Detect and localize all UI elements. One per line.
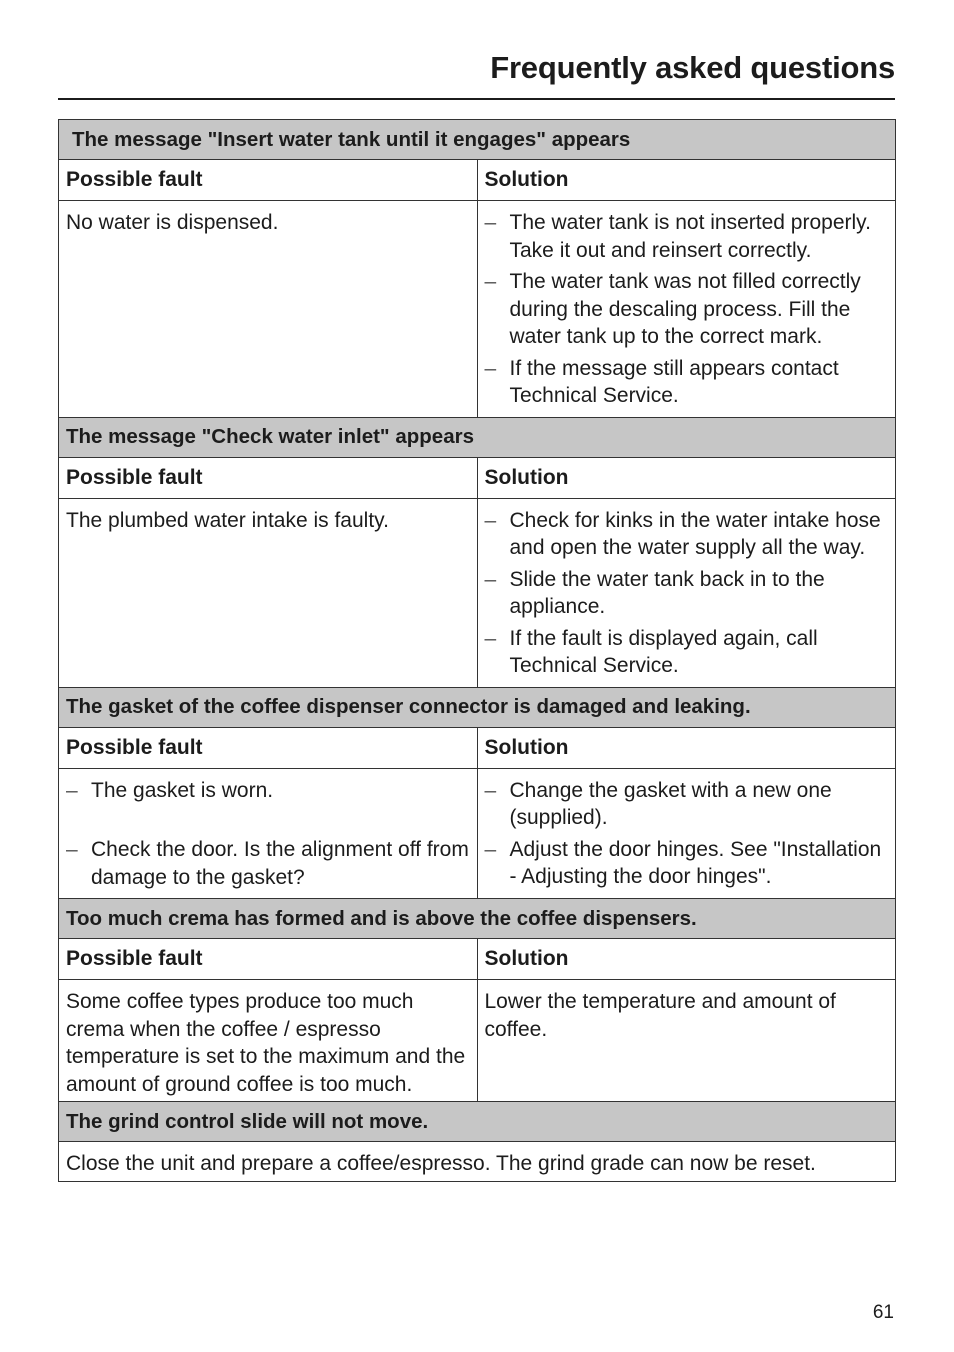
fault-list [66, 777, 470, 892]
list-item: – The gasket is worn. [66, 777, 470, 805]
faq-table [58, 119, 896, 1182]
section-heading: The message "Check water inlet" appears [59, 417, 896, 457]
fault-cell: Some coffee types produce too much crema when the coffee / espresso temperature is set to the maximum and the amount of ground coffee is too much. [59, 980, 478, 1102]
possible-fault-header: Possible fault [59, 727, 478, 768]
solution-header: Solution [477, 939, 896, 980]
section-heading: Too much crema has formed and is above the coffee dispensers. [59, 899, 896, 939]
solution-cell [477, 768, 896, 899]
solution-list [485, 209, 889, 410]
list-item: – The water tank is not inserted properly. Take it out and reinsert correctly. [485, 209, 889, 264]
solution-header: Solution [477, 160, 896, 201]
section-heading-row [59, 687, 896, 727]
solution-list [485, 507, 889, 680]
possible-fault-header: Possible fault [59, 939, 478, 980]
page-number: 61 [872, 1302, 894, 1323]
list-item: – Check the door. Is the alignment off from damage to the gasket? [66, 836, 470, 891]
list-item: – Adjust the door hinges. See "Installation - Adjusting the door hinges". [485, 836, 889, 891]
table-row [59, 201, 896, 418]
list-item: – The water tank was not filled correctly during the descaling process. Fill the water tank up to the correct mark. [485, 268, 889, 351]
page-title: Frequently asked questions [490, 50, 895, 85]
solution-cell [477, 201, 896, 418]
list-item: – If the message still appears contact Technical Service. [485, 355, 889, 410]
table-row [59, 980, 896, 1102]
section-heading: The gasket of the coffee dispenser connector is damaged and leaking. [59, 687, 896, 727]
section-heading-row [59, 899, 896, 939]
section-heading: The grind control slide will not move. [59, 1102, 896, 1142]
solution-cell: Lower the temperature and amount of coffee. [477, 980, 896, 1102]
solution-header: Solution [477, 457, 896, 498]
possible-fault-header: Possible fault [59, 457, 478, 498]
list-item: – Check for kinks in the water intake hose and open the water supply all the way. [485, 507, 889, 562]
section-heading-row [59, 120, 896, 160]
list-item: – Slide the water tank back in to the appliance. [485, 566, 889, 621]
table-row [59, 768, 896, 899]
solution-cell [477, 498, 896, 687]
list-item: – Change the gasket with a new one (supplied). [485, 777, 889, 832]
column-header-row [59, 727, 896, 768]
fault-cell: No water is dispensed. [59, 201, 478, 418]
column-header-row [59, 939, 896, 980]
section-heading-row [59, 1102, 896, 1142]
list-item: – If the fault is displayed again, call Technical Service. [485, 625, 889, 680]
solution-list [485, 777, 889, 891]
solution-header: Solution [477, 727, 896, 768]
fault-cell: The plumbed water intake is faulty. [59, 498, 478, 687]
table-row [59, 498, 896, 687]
info-cell: Close the unit and prepare a coffee/espresso. The grind grade can now be reset. [59, 1142, 896, 1182]
fault-cell [59, 768, 478, 899]
column-header-row [59, 457, 896, 498]
possible-fault-header: Possible fault [59, 160, 478, 201]
title-divider [58, 98, 895, 100]
table-row [59, 1142, 896, 1182]
section-heading: The message "Insert water tank until it engages" appears [59, 120, 896, 160]
section-heading-row [59, 417, 896, 457]
column-header-row [59, 160, 896, 201]
